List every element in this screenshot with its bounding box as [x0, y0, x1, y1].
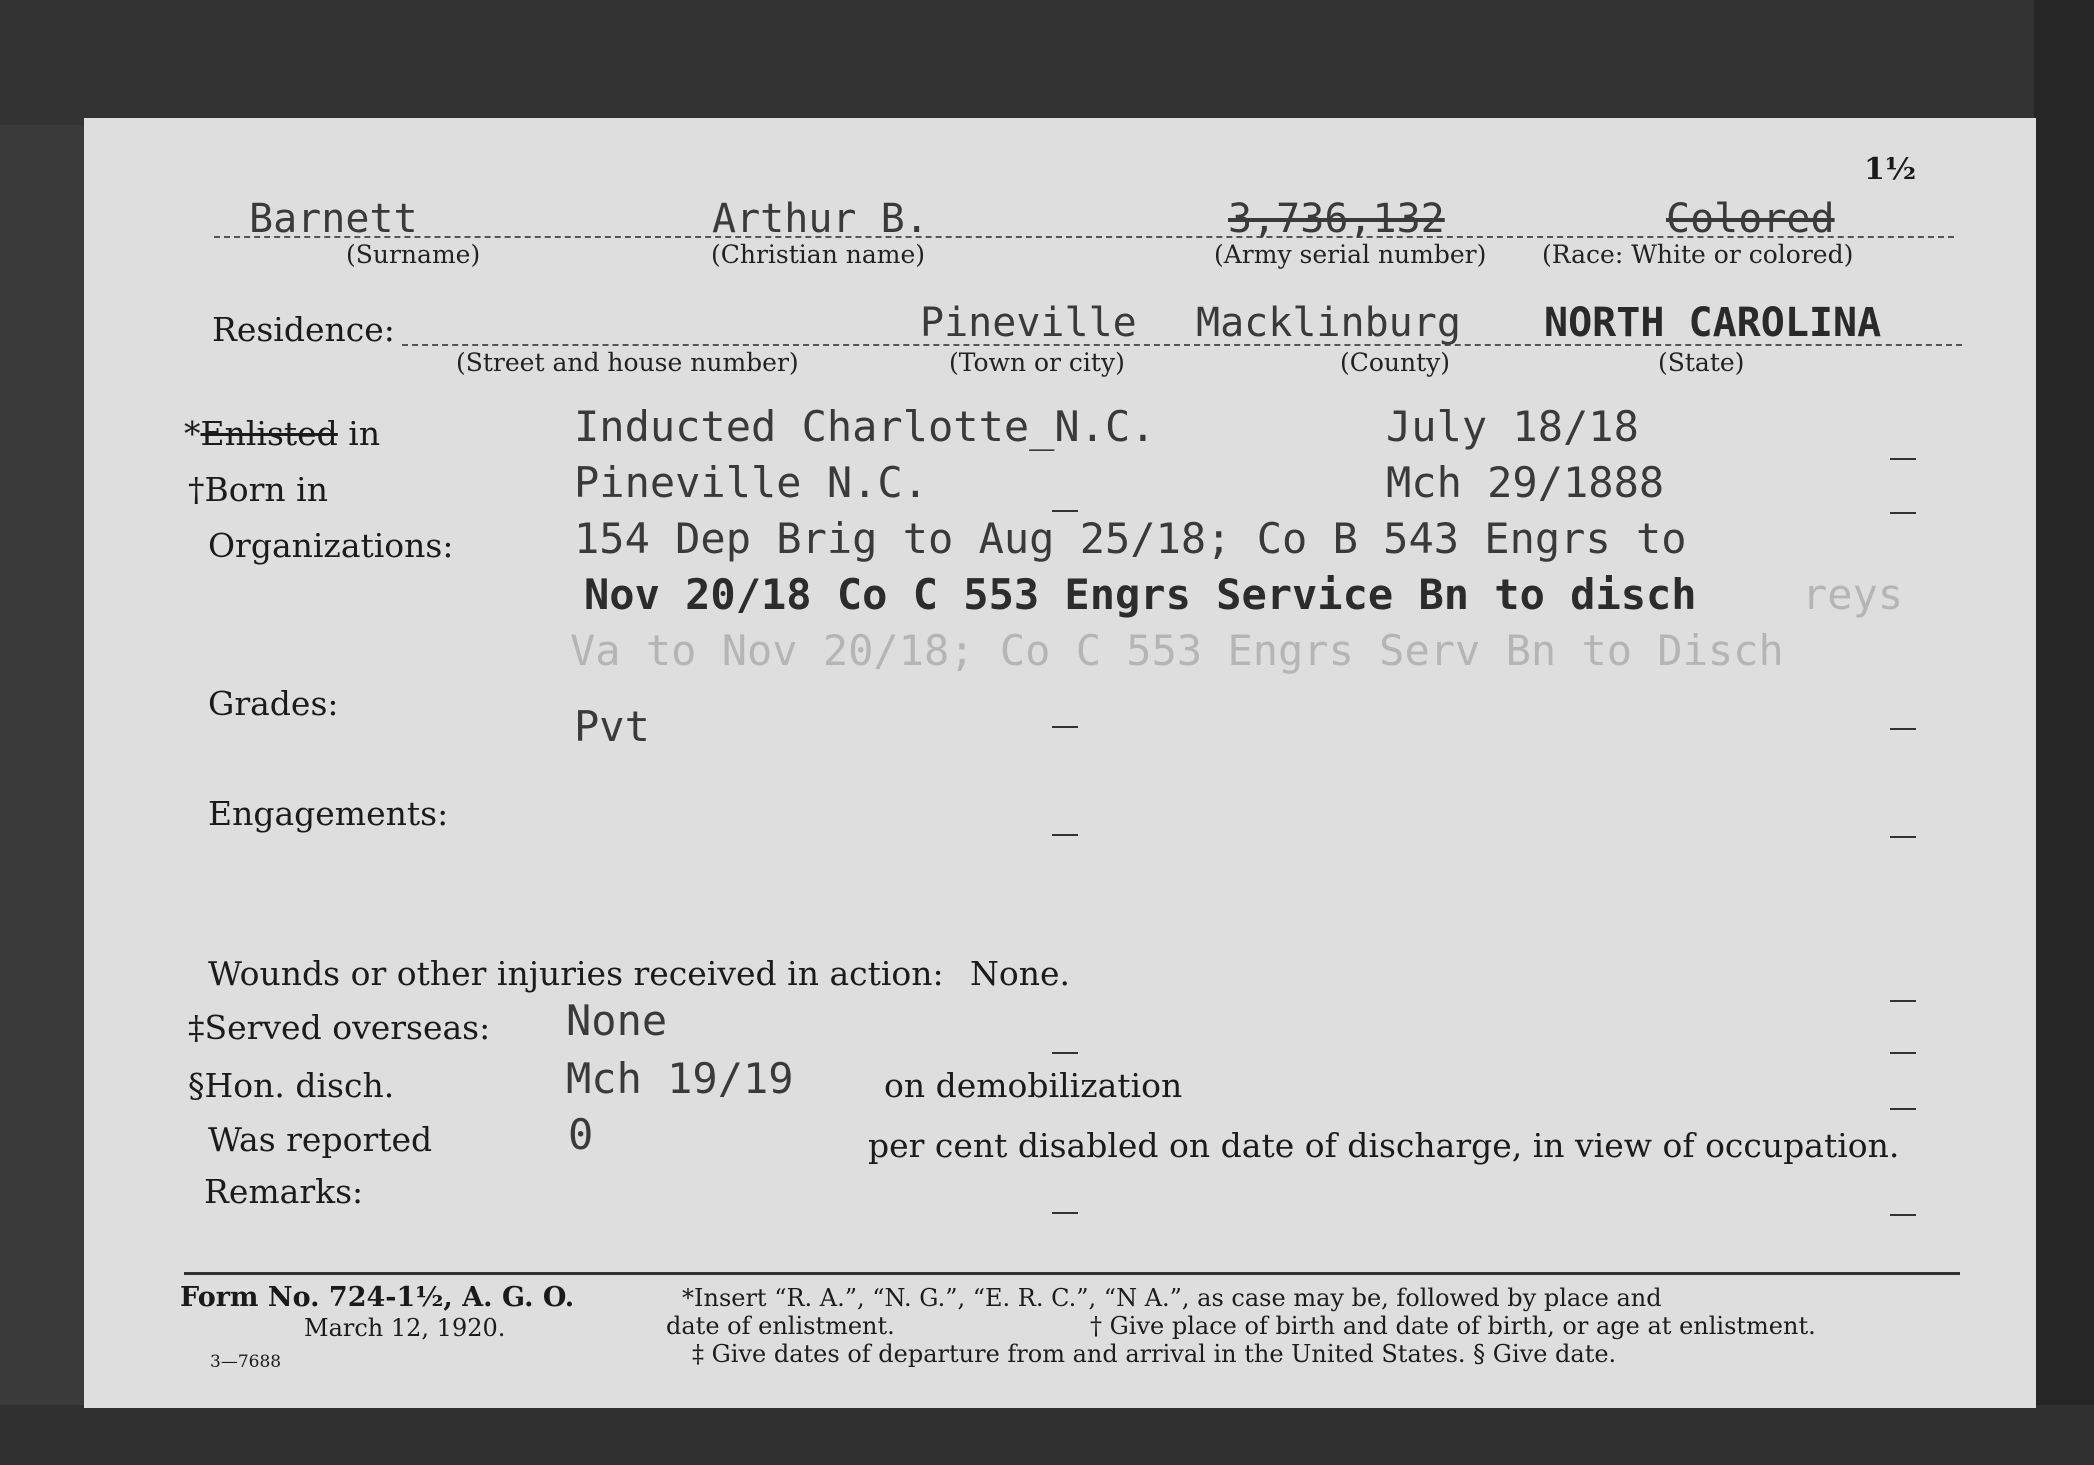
scanner-background-bottom — [0, 1405, 2094, 1465]
surname-value: Barnett — [249, 196, 418, 242]
residence-state: NORTH CAROLINA — [1544, 300, 1882, 346]
hon-disch-tick — [1890, 1108, 1916, 1110]
form-number: Form No. 724-1½, A. G. O. — [180, 1282, 575, 1313]
footnote-line-1: *Insert “R. A.”, “N. G.”, “E. R. C.”, “N A.”, as case may be, followed by place and — [682, 1284, 1662, 1312]
street-caption: (Street and house number) — [456, 348, 799, 377]
scanner-background-top — [0, 0, 2094, 125]
grades-value: Pvt — [574, 702, 650, 751]
form-date: March 12, 1920. — [304, 1314, 506, 1342]
wounds-value: None. — [970, 954, 1071, 993]
remarks-tick — [1890, 1214, 1916, 1216]
surname-caption: (Surname) — [346, 240, 481, 269]
form-code: 3—7688 — [210, 1352, 282, 1372]
was-reported-label: Was reported — [208, 1120, 433, 1159]
enlisted-mark: * — [184, 414, 201, 453]
enlisted-label — [184, 414, 380, 453]
remarks-label: Remarks: — [204, 1172, 364, 1211]
engagements-label: Engagements: — [208, 794, 449, 833]
enlisted-value: Inducted Charlotte_N.C. — [574, 402, 1156, 451]
organizations-ghost-b: Va to Nov 20/18; Co C 553 Engrs Serv Bn to Disch — [570, 626, 1784, 675]
footer-rule — [184, 1272, 1960, 1275]
page-number: 1½ — [1864, 152, 1917, 187]
organizations-label: Organizations: — [208, 526, 454, 565]
organizations-ghost-a: reys — [1802, 570, 1904, 619]
christian-name-value: Arthur B. — [712, 196, 929, 242]
hon-disch-label: §Hon. disch. — [188, 1066, 395, 1105]
was-reported-value: 0 — [568, 1110, 594, 1159]
born-date: Mch 29/1888 — [1386, 458, 1665, 507]
organizations-line-1: 154 Dep Brig to Aug 25/18; Co B 543 Engrs to — [574, 514, 1687, 563]
footnote-line-3: ‡ Give dates of departure from and arrival in the United States. § Give date. — [692, 1340, 1617, 1368]
enlisted-struck-word: Enlisted — [200, 414, 338, 453]
residence-county: Macklinburg — [1196, 300, 1461, 346]
served-overseas-value: None — [566, 996, 668, 1045]
race-value: Colored — [1666, 196, 1835, 242]
served-overseas-label: ‡Served overseas: — [188, 1008, 491, 1047]
enlisted-date: July 18/18 — [1386, 402, 1639, 451]
serial-number-caption: (Army serial number) — [1214, 240, 1487, 269]
residence-label: Residence: — [212, 310, 395, 349]
christian-name-caption: (Christian name) — [711, 240, 926, 269]
grades-mid-tick — [1052, 726, 1078, 728]
was-reported-note: per cent disabled on date of discharge, in view of occupation. — [868, 1126, 1900, 1165]
engagements-mid-tick — [1052, 834, 1078, 836]
service-record-card — [84, 118, 2036, 1408]
wounds-tick — [1890, 1000, 1916, 1002]
grades-label: Grades: — [208, 684, 339, 723]
born-tick — [1890, 512, 1916, 514]
organizations-line-2: Nov 20/18 Co C 553 Engrs Service Bn to disch — [584, 570, 1697, 619]
born-label: †Born in — [188, 470, 328, 509]
born-value: Pineville N.C. — [574, 458, 929, 507]
race-caption: (Race: White or colored) — [1542, 240, 1854, 269]
hon-disch-note: on demobilization — [884, 1066, 1183, 1105]
overseas-mid-tick — [1052, 1052, 1078, 1054]
footnote-line-2a: date of enlistment. — [666, 1312, 895, 1340]
state-caption: (State) — [1658, 348, 1745, 377]
serial-number-value: 3,736,132 — [1228, 196, 1445, 242]
enlisted-tick — [1890, 458, 1916, 460]
scanner-background-right — [2034, 0, 2094, 1465]
wounds-label: Wounds or other injuries received in action: — [208, 954, 944, 993]
remarks-mid-tick — [1052, 1212, 1078, 1214]
born-mid-tick — [1052, 510, 1078, 512]
overseas-tick — [1890, 1052, 1916, 1054]
county-caption: (County) — [1340, 348, 1451, 377]
grades-tick — [1890, 728, 1916, 730]
residence-town: Pineville — [920, 300, 1137, 346]
engagements-tick — [1890, 836, 1916, 838]
hon-disch-value: Mch 19/19 — [566, 1054, 794, 1103]
town-caption: (Town or city) — [949, 348, 1125, 377]
footnote-line-2b: † Give place of birth and date of birth, or age at enlistment. — [1090, 1312, 1816, 1340]
enlisted-in-word: in — [337, 414, 381, 453]
